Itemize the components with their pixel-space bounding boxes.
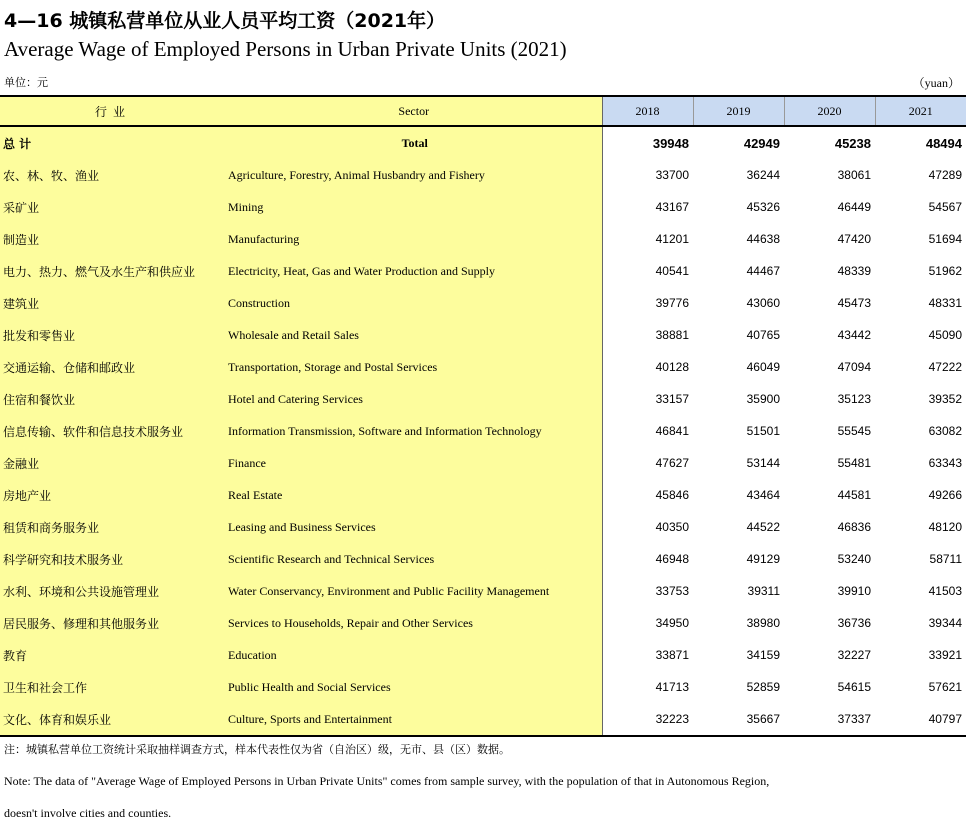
header-year: 2020 <box>784 97 875 126</box>
table-row <box>0 703 966 736</box>
sector-name-cn: 租赁和商务服务业 <box>0 511 226 543</box>
wage-value-cell: 46841 <box>655 424 689 438</box>
wage-value-cell: 51962 <box>928 264 962 278</box>
sector-name-en: Leasing and Business Services <box>226 511 602 543</box>
table-row <box>0 159 966 191</box>
wage-value-cell: 57621 <box>928 680 962 694</box>
sector-name-en: Wholesale and Retail Sales <box>226 319 602 351</box>
wage-value-cell: 48120 <box>928 520 962 534</box>
sector-name-cn: 批发和零售业 <box>0 319 226 351</box>
wage-value-cell: 54567 <box>928 200 962 214</box>
table-row <box>0 575 966 607</box>
sector-name-en: Transportation, Storage and Postal Services <box>226 351 602 383</box>
wage-value-cell: 40128 <box>655 360 689 374</box>
wage-value-cell: 35667 <box>693 703 784 736</box>
wage-value-cell: 58711 <box>929 552 962 566</box>
wage-value-cell: 51501 <box>746 424 780 438</box>
sector-name-cn: 农、林、牧、渔业 <box>0 159 226 191</box>
wage-value-cell: 40797 <box>875 703 966 736</box>
wage-value-cell: 33871 <box>655 648 689 662</box>
sector-name-cn: 金融业 <box>0 447 226 479</box>
sector-name-cn: 采矿业 <box>0 191 226 223</box>
sector-name-en: Culture, Sports and Entertainment <box>226 703 602 736</box>
wage-value-cell: 39910 <box>837 584 871 598</box>
sector-name-en: Education <box>226 639 602 671</box>
sector-name-en: Services to Households, Repair and Other Services <box>226 607 602 639</box>
wage-value-cell: 47289 <box>928 168 962 182</box>
sector-name-en: Electricity, Heat, Gas and Water Production and Supply <box>226 255 602 287</box>
sector-name-cn: 水利、环境和公共设施管理业 <box>0 575 226 607</box>
wage-value-cell: 46836 <box>837 520 871 534</box>
sector-name-en: Information Transmission, Software and Information Technology <box>226 415 602 447</box>
wage-value-cell: 55481 <box>837 456 871 470</box>
wage-value-cell: 39776 <box>655 296 689 310</box>
header-year: 2019 <box>693 97 784 126</box>
sector-name-cn: 住宿和餐饮业 <box>0 383 226 415</box>
sector-name-en: Construction <box>226 287 602 319</box>
header-year: 2018 <box>602 97 693 126</box>
sector-name-cn: 房地产业 <box>0 479 226 511</box>
header-sector-en: Sector <box>226 97 602 126</box>
wage-value-cell: 44638 <box>746 232 780 246</box>
wage-value-cell: 48331 <box>928 296 962 310</box>
wage-value-cell: 41503 <box>928 584 962 598</box>
wage-value-cell: 34159 <box>746 648 780 662</box>
wage-value-cell: 46948 <box>655 552 689 566</box>
wage-value-cell: 36736 <box>837 616 871 630</box>
wage-value-cell: 45090 <box>928 328 962 342</box>
wage-value-cell: 39344 <box>928 616 962 630</box>
sector-name-en: Finance <box>226 447 602 479</box>
table-row <box>0 223 966 255</box>
sector-name-en: Mining <box>226 191 602 223</box>
wage-value-cell: 45326 <box>746 200 780 214</box>
sector-name-cn: 科学研究和技术服务业 <box>0 543 226 575</box>
sector-name-en: Total <box>226 126 602 159</box>
wage-table <box>0 97 966 737</box>
wage-value-cell: 63082 <box>928 424 962 438</box>
table-row <box>0 479 966 511</box>
wage-value-cell: 55545 <box>837 424 871 438</box>
wage-value-cell: 48494 <box>925 135 962 151</box>
sector-name-cn: 卫生和社会工作 <box>0 671 226 703</box>
table-row <box>0 191 966 223</box>
wage-value-cell: 33753 <box>655 584 689 598</box>
wage-value-cell: 41201 <box>655 232 689 246</box>
header-sector-cn: 行业 <box>0 97 226 126</box>
sector-name-cn: 居民服务、修理和其他服务业 <box>0 607 226 639</box>
wage-value-cell: 38061 <box>837 168 871 182</box>
table-header-row <box>0 97 966 126</box>
wage-value-cell: 36244 <box>746 168 780 182</box>
wage-value-cell: 37337 <box>784 703 875 736</box>
table-row <box>0 511 966 543</box>
wage-value-cell: 45473 <box>837 296 871 310</box>
wage-value-cell: 53144 <box>746 456 780 470</box>
table-row <box>0 383 966 415</box>
wage-value-cell: 43060 <box>746 296 780 310</box>
wage-value-cell: 43464 <box>746 488 780 502</box>
table-row <box>0 351 966 383</box>
footnote-en-line1: Note: The data of "Average Wage of Employed Persons in Urban Private Units" comes from sample survey, with the population of that in Autonomous Region, <box>4 774 770 788</box>
wage-value-cell: 43442 <box>837 328 871 342</box>
wage-value-cell: 53240 <box>837 552 871 566</box>
wage-value-cell: 45238 <box>834 135 871 151</box>
table-row <box>0 447 966 479</box>
sector-name-en: Agriculture, Forestry, Animal Husbandry and Fishery <box>226 159 602 191</box>
sector-name-en: Real Estate <box>226 479 602 511</box>
wage-value-cell: 39948 <box>652 135 689 151</box>
sector-name-cn: 总 计 <box>0 126 226 159</box>
wage-value-cell: 46049 <box>746 360 780 374</box>
sector-name-en: Manufacturing <box>226 223 602 255</box>
wage-value-cell: 44522 <box>746 520 780 534</box>
unit-label-en: （yuan） <box>912 76 960 90</box>
wage-value-cell: 54615 <box>837 680 871 694</box>
wage-value-cell: 47222 <box>928 360 962 374</box>
wage-value-cell: 63343 <box>928 456 962 470</box>
wage-value-cell: 49266 <box>928 488 962 502</box>
table-row <box>0 671 966 703</box>
wage-value-cell: 32223 <box>602 703 693 736</box>
wage-value-cell: 46449 <box>837 200 871 214</box>
wage-value-cell: 35123 <box>837 392 871 406</box>
wage-value-cell: 47094 <box>837 360 871 374</box>
wage-value-cell: 51694 <box>928 232 962 246</box>
wage-value-cell: 34950 <box>655 616 689 630</box>
wage-value-cell: 32227 <box>837 648 871 662</box>
sector-name-cn: 文化、体育和娱乐业 <box>0 703 226 736</box>
sector-name-cn: 教育 <box>0 639 226 671</box>
sector-name-cn: 电力、热力、燃气及水生产和供应业 <box>0 255 226 287</box>
sector-name-en: Scientific Research and Technical Services <box>226 543 602 575</box>
wage-table-container <box>0 95 966 737</box>
page-title-en: Average Wage of Employed Persons in Urban Private Units (2021) <box>4 37 567 61</box>
wage-value-cell: 38980 <box>746 616 780 630</box>
table-row <box>0 607 966 639</box>
page-title-cn: 4—16 城镇私营单位从业人员平均工资（2021年） <box>4 10 446 32</box>
table-row <box>0 255 966 287</box>
sector-name-cn: 交通运输、仓储和邮政业 <box>0 351 226 383</box>
wage-value-cell: 48339 <box>837 264 871 278</box>
sector-name-cn: 制造业 <box>0 223 226 255</box>
sector-name-en: Hotel and Catering Services <box>226 383 602 415</box>
wage-value-cell: 44581 <box>837 488 871 502</box>
sector-name-en: Public Health and Social Services <box>226 671 602 703</box>
table-row-total <box>0 126 966 159</box>
wage-value-cell: 47627 <box>655 456 689 470</box>
header-year: 2021 <box>875 97 966 126</box>
wage-value-cell: 38881 <box>655 328 689 342</box>
wage-value-cell: 39352 <box>928 392 962 406</box>
wage-value-cell: 52859 <box>746 680 780 694</box>
table-body <box>0 126 966 736</box>
wage-value-cell: 40350 <box>655 520 689 534</box>
wage-value-cell: 33157 <box>655 392 689 406</box>
footnote-cn: 注：城镇私营单位工资统计采取抽样调查方式，样本代表性仅为省（自治区）级，无市、县（区）数据。 <box>4 743 510 756</box>
sector-name-cn: 建筑业 <box>0 287 226 319</box>
table-row <box>0 319 966 351</box>
table-row <box>0 543 966 575</box>
wage-value-cell: 41713 <box>655 680 689 694</box>
unit-label-cn: 单位：元 <box>4 76 48 89</box>
sector-name-cn: 信息传输、软件和信息技术服务业 <box>0 415 226 447</box>
footnote-en-line2: doesn't involve cities and counties. <box>4 806 172 820</box>
wage-value-cell: 40541 <box>655 264 689 278</box>
wage-value-cell: 33921 <box>928 648 962 662</box>
wage-value-cell: 44467 <box>746 264 780 278</box>
wage-value-cell: 42949 <box>743 135 780 151</box>
wage-value-cell: 49129 <box>746 552 780 566</box>
wage-value-cell: 45846 <box>655 488 689 502</box>
wage-value-cell: 33700 <box>655 168 689 182</box>
wage-value-cell: 47420 <box>837 232 871 246</box>
table-row <box>0 415 966 447</box>
sector-name-en: Water Conservancy, Environment and Public Facility Management <box>226 575 602 607</box>
wage-value-cell: 43167 <box>655 200 689 214</box>
wage-value-cell: 35900 <box>746 392 780 406</box>
wage-value-cell: 40765 <box>746 328 780 342</box>
table-row <box>0 287 966 319</box>
table-row <box>0 639 966 671</box>
wage-value-cell: 39311 <box>747 584 780 598</box>
